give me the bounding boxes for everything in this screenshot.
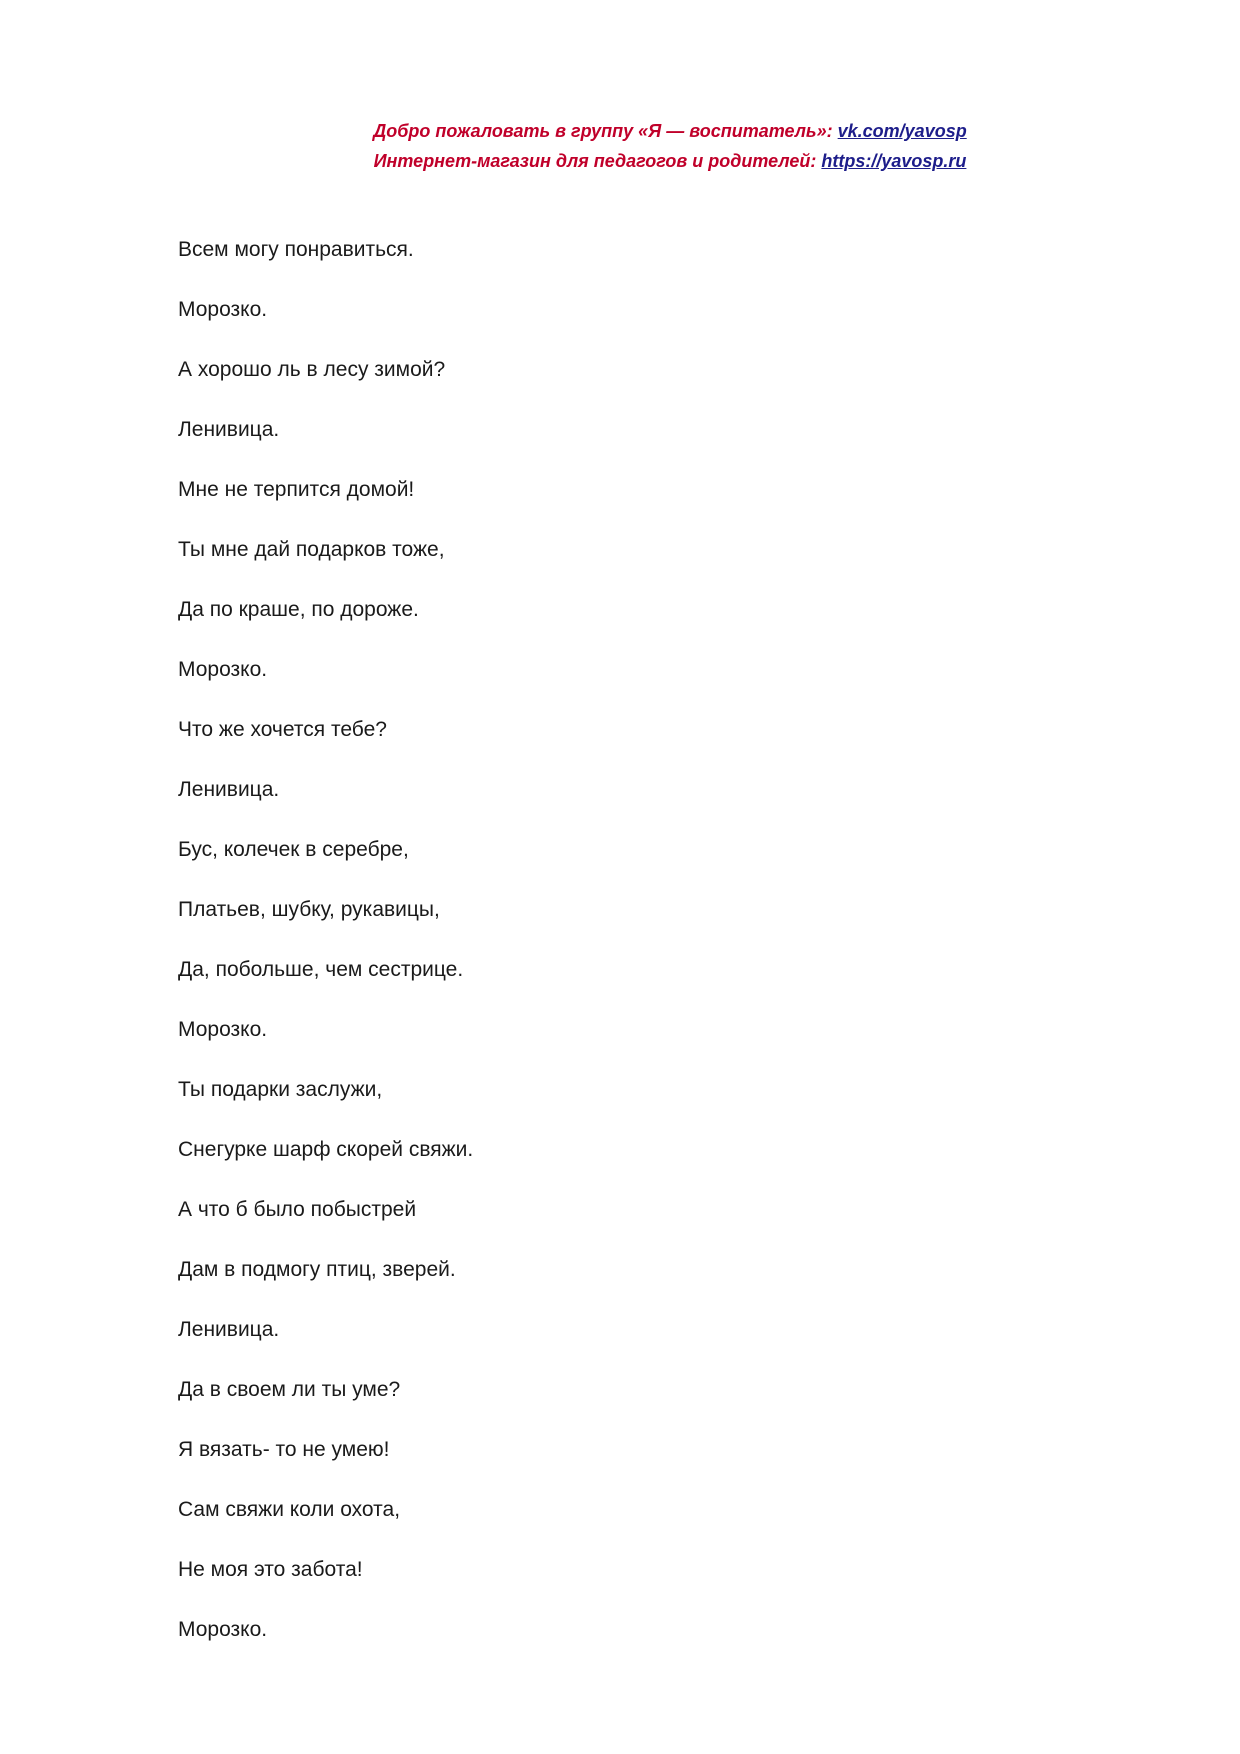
text-line: Морозко. (178, 1618, 268, 1641)
text-line: Я вязать- то не умею! (178, 1438, 390, 1461)
vk-group-link[interactable]: vk.com/yavosp (837, 121, 967, 141)
shop-link[interactable]: https://yavosp.ru (821, 151, 967, 171)
text-line: Морозко. (178, 658, 268, 681)
text-line: Морозко. (178, 298, 268, 321)
text-line: Сам свяжи коли охота, (178, 1498, 401, 1521)
header-line-shop (100, 146, 1240, 176)
text-line: Ленивица. (178, 1318, 280, 1341)
page-header (0, 116, 1240, 176)
text-line: Снегурке шарф скорей свяжи. (178, 1138, 474, 1161)
text-line: Ты подарки заслужи, (178, 1078, 383, 1101)
text-line: Всем могу понравиться. (178, 238, 414, 261)
text-line: Да, побольше, чем сестрице. (178, 958, 464, 981)
text-line: Да по краше, по дороже. (178, 598, 419, 621)
text-line: Ленивица. (178, 418, 280, 441)
header-shop-text: Интернет-магазин для педагогов и родителей: (373, 151, 822, 171)
text-line: А что б было побыстрей (178, 1198, 417, 1221)
header-line-group (100, 116, 1240, 146)
text-line: Мне не терпится домой! (178, 478, 415, 501)
text-line: Не моя это забота! (178, 1558, 363, 1581)
text-line: Дам в подмогу птиц, зверей. (178, 1258, 456, 1281)
text-line: Ты мне дай подарков тоже, (178, 538, 445, 561)
text-line: Морозко. (178, 1018, 268, 1041)
text-line: Ленивица. (178, 778, 280, 801)
script-text (178, 220, 1078, 1660)
text-line: Да в своем ли ты уме? (178, 1378, 401, 1401)
text-line: Бус, колечек в серебре, (178, 838, 409, 861)
text-line: Что же хочется тебе? (178, 718, 387, 741)
text-line: Платьев, шубку, рукавицы, (178, 898, 440, 921)
text-line: А хорошо ль в лесу зимой? (178, 358, 446, 381)
header-group-text: Добро пожаловать в группу «Я — воспитатель»: (373, 121, 838, 141)
